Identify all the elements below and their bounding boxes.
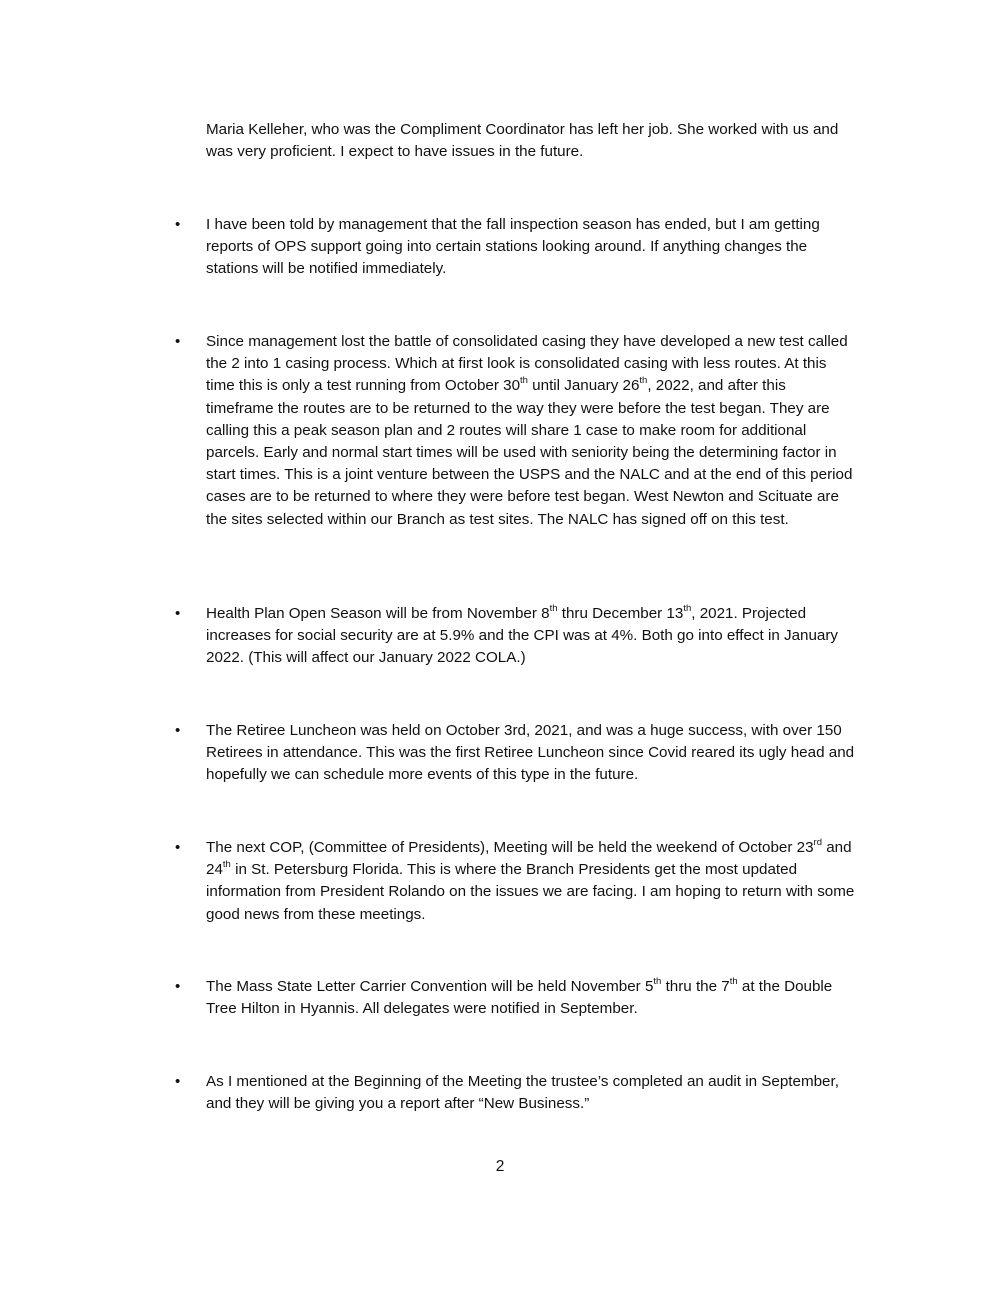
bullet-convention: The Mass State Letter Carrier Convention will be held November 5th thru the 7th at the Double Tree Hilton in Hyannis. All delegates were notified in September. (206, 975, 833, 1018)
bullet-marker: • (175, 978, 181, 995)
bullet-marker: • (175, 605, 181, 622)
bullet-marker: • (175, 1073, 181, 1090)
bullet-marker: • (175, 216, 181, 233)
bullet-inspection-season: I have been told by management that the fall inspection season has ended, but I am getting reports of OPS support going into certain stations looking around. If anything changes the stations will be notified immediately. (206, 216, 820, 278)
bullet-marker: • (175, 333, 181, 350)
intro-paragraph: Maria Kelleher, who was the Compliment Coordinator has left her job. She worked with us and was very proficient. I expect to have issues in the future. (206, 121, 839, 161)
page-number: 2 (495, 1158, 505, 1175)
bullet-marker: • (175, 722, 181, 739)
bullet-casing-test: Since management lost the battle of consolidated casing they have developed a new test called the 2 into 1 casing process. Which at first look is consolidated casing with less routes. At this time this is only a test running from October 30th until January 26th, 2022, and after this timeframe the routes are to be returned to the way they were before the test began. They are calling this a peak season plan and 2 routes will share 1 case to make room for additional parcels. Early and normal start times will be used with seniority being the determining factor in start times. This is a joint venture between the USPS and the NALC and at the end of this period cases are to be returned to where they were before test began. West Newton and Scituate are the sites selected within our Branch as test sites. The NALC has signed off on this test. (206, 333, 853, 528)
bullet-marker: • (175, 839, 181, 856)
bullet-retiree-luncheon: The Retiree Luncheon was held on October 3rd, 2021, and was a huge success, with over 150 Retirees in attendance. This was the first Retiree Luncheon since Covid reared its ugly head and hopefully we can schedule more events of this type in the future. (206, 722, 855, 784)
bullet-trustee-audit: As I mentioned at the Beginning of the Meeting the trustee’s completed an audit in September, and they will be giving you a report after “New Business.” (206, 1073, 839, 1113)
bullet-health-plan: Health Plan Open Season will be from November 8th thru December 13th, 2021. Projected increases for social security are at 5.9% and the CPI was at 4%. Both go into effect in January 2022. (This will affect our January 2022 COLA.) (206, 602, 839, 667)
bullet-cop-meeting: The next COP, (Committee of Presidents), Meeting will be held the weekend of October 23rd and 24th in St. Petersburg Florida. This is where the Branch Presidents get the most updated information from President Rolando on the issues we are facing. I am hoping to return with some good news from these meetings. (206, 836, 855, 923)
